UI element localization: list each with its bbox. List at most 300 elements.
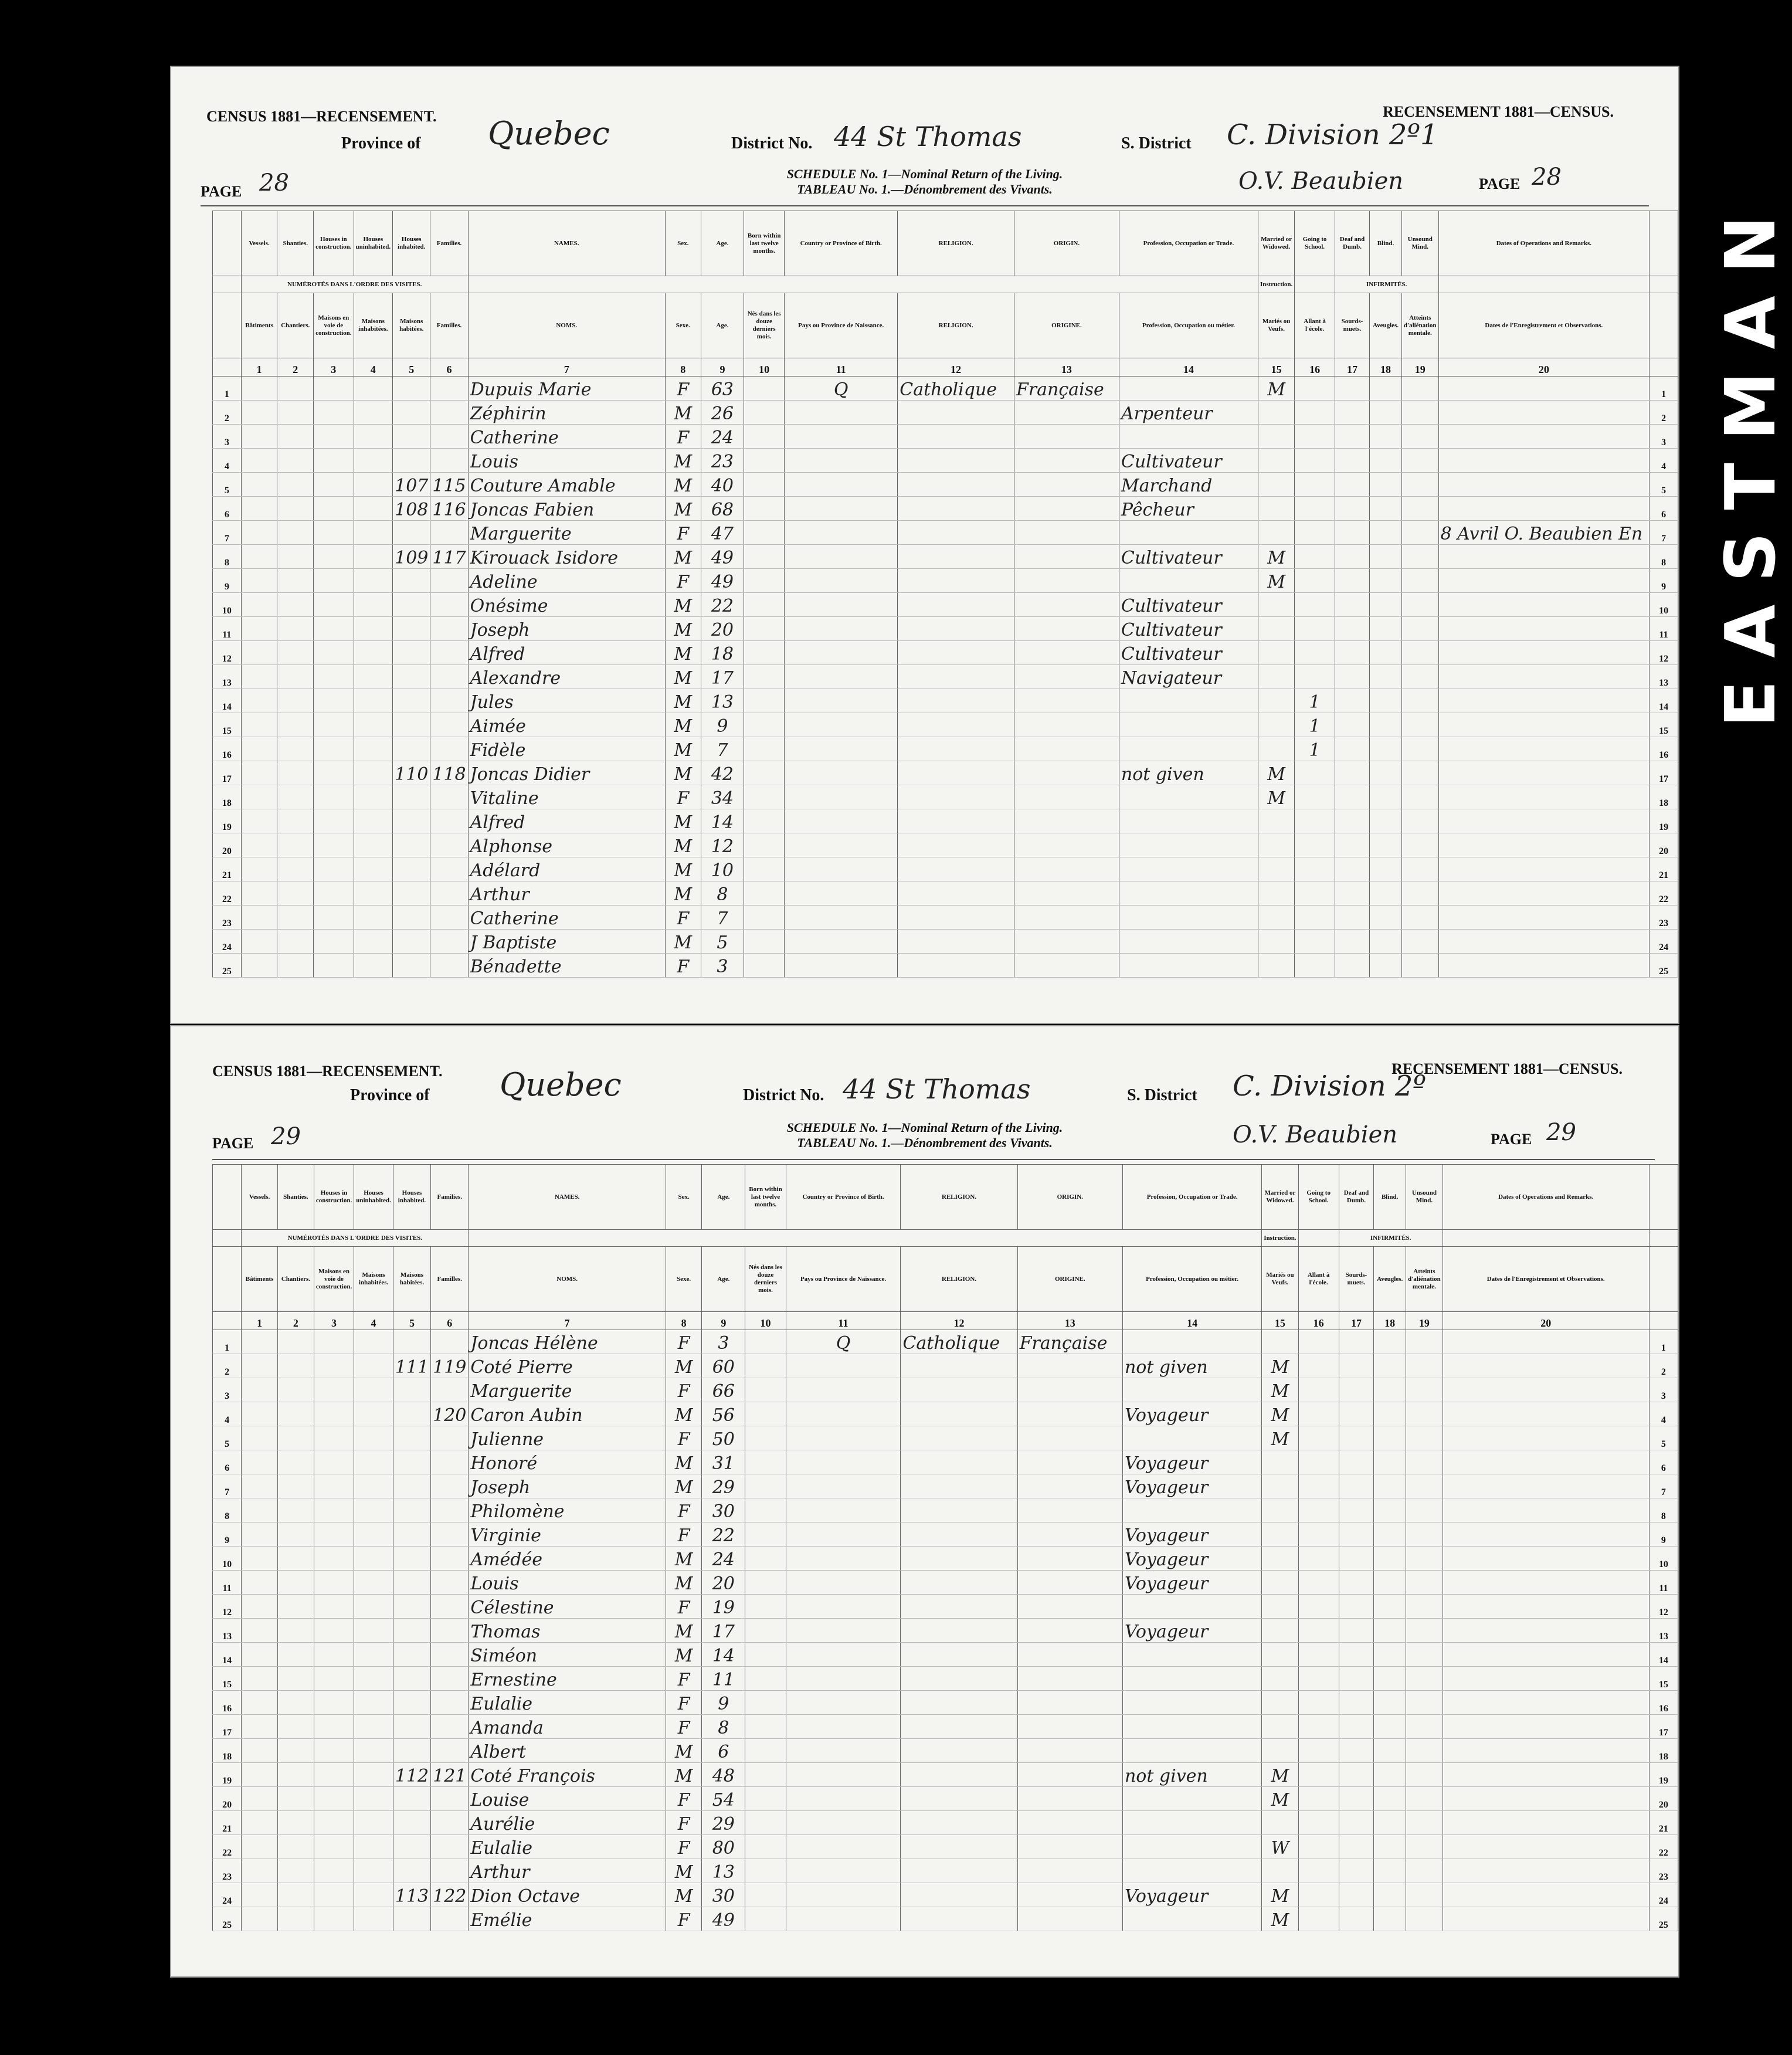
cell-origin xyxy=(1017,1402,1122,1426)
cell-birth xyxy=(785,857,898,881)
cell-age: 11 xyxy=(702,1667,745,1691)
cell-remarks xyxy=(1443,1474,1649,1498)
cell-born xyxy=(745,1378,786,1402)
cell-house: 108 xyxy=(393,497,430,521)
header-en-col-7: NAMES. xyxy=(469,1165,666,1230)
cell-birth xyxy=(786,1402,901,1426)
cell-fam xyxy=(431,1474,469,1498)
cell-col-2 xyxy=(277,545,314,569)
cell-age: 13 xyxy=(701,689,744,713)
cell-remarks xyxy=(1438,833,1650,857)
cell-married xyxy=(1262,1522,1298,1547)
column-number-10: 10 xyxy=(744,358,785,377)
cell-school xyxy=(1295,449,1335,473)
cell-name: Fidèle xyxy=(468,737,665,761)
cell-relig xyxy=(901,1787,1017,1811)
line-number-right: 13 xyxy=(1650,665,1678,689)
table-row xyxy=(213,1859,1678,1883)
cell-age: 60 xyxy=(702,1354,745,1378)
cell-age: 29 xyxy=(702,1474,745,1498)
sdistrict-label: S. District xyxy=(1127,1086,1197,1104)
cell-prof: Voyageur xyxy=(1122,1883,1261,1907)
cell-col-1 xyxy=(241,377,277,401)
cell-col-19 xyxy=(1406,1787,1443,1811)
cell-col-2 xyxy=(277,1378,314,1402)
cell-col-17 xyxy=(1339,1547,1374,1571)
cell-col-18 xyxy=(1374,1354,1406,1378)
cell-name: Joncas Fabien xyxy=(468,497,665,521)
cell-col-19 xyxy=(1406,1402,1443,1426)
cell-fam xyxy=(430,881,468,906)
header-fr-col-13: ORIGINE. xyxy=(1014,293,1119,358)
cell-col-2 xyxy=(277,737,314,761)
cell-age: 7 xyxy=(701,906,744,930)
cell-married: M xyxy=(1262,1883,1298,1907)
line-number-left: 9 xyxy=(213,1522,242,1547)
cell-age: 8 xyxy=(702,1715,745,1739)
cell-house xyxy=(393,1474,430,1498)
cell-age: 54 xyxy=(702,1787,745,1811)
cell-married: W xyxy=(1262,1835,1298,1859)
cell-house xyxy=(393,1595,430,1619)
cell-birth xyxy=(786,1522,901,1547)
cell-col-18 xyxy=(1370,809,1402,833)
cell-prof xyxy=(1122,1498,1261,1522)
line-number-right: 10 xyxy=(1650,593,1678,617)
cell-col-2 xyxy=(277,930,314,954)
line-number-left: 16 xyxy=(213,1691,242,1715)
cell-col-1 xyxy=(242,1595,278,1619)
cell-school xyxy=(1295,857,1335,881)
cell-col-18 xyxy=(1370,593,1402,617)
cell-col-18 xyxy=(1374,1330,1406,1354)
cell-col-19 xyxy=(1406,1378,1443,1402)
cell-col-19 xyxy=(1401,737,1438,761)
cell-prof xyxy=(1119,569,1258,593)
cell-sex: M xyxy=(666,1474,701,1498)
cell-origin xyxy=(1017,1474,1122,1498)
cell-col-1 xyxy=(241,401,277,425)
table-row xyxy=(213,1691,1678,1715)
cell-house xyxy=(393,377,430,401)
cell-born xyxy=(745,1330,786,1354)
cell-sex: M xyxy=(666,1450,701,1474)
cell-col-18 xyxy=(1370,906,1402,930)
table-row xyxy=(213,617,1678,641)
cell-col-3 xyxy=(314,881,354,906)
census-title-right: RECENSEMENT 1881—CENSUS. xyxy=(1383,103,1614,120)
line-number-left: 13 xyxy=(213,665,242,689)
cell-col-18 xyxy=(1370,425,1402,449)
cell-married xyxy=(1258,809,1294,833)
cell-birth xyxy=(785,425,898,449)
cell-relig xyxy=(898,497,1014,521)
cell-col-2 xyxy=(277,954,314,978)
cell-origin xyxy=(1014,713,1119,737)
cell-origin xyxy=(1014,665,1119,689)
cell-remarks xyxy=(1443,1739,1649,1763)
cell-col-1 xyxy=(242,1715,278,1739)
cell-married xyxy=(1258,833,1294,857)
header-en-col-14: Profession, Occupation or Trade. xyxy=(1119,211,1258,276)
cell-origin xyxy=(1017,1498,1122,1522)
cell-origin xyxy=(1014,833,1119,857)
cell-sex: F xyxy=(666,1835,701,1859)
line-number-left: 23 xyxy=(213,1859,242,1883)
cell-married xyxy=(1262,1595,1298,1619)
cell-birth xyxy=(786,1595,901,1619)
cell-married: M xyxy=(1258,785,1294,809)
cell-col-19 xyxy=(1406,1450,1443,1474)
cell-born xyxy=(745,1474,786,1498)
cell-age: 23 xyxy=(701,449,744,473)
cell-birth xyxy=(785,449,898,473)
table-row xyxy=(213,665,1678,689)
cell-col-3 xyxy=(314,930,354,954)
header-fr-col-12: RELIGION. xyxy=(901,1247,1017,1312)
cell-col-1 xyxy=(242,1811,278,1835)
cell-relig xyxy=(901,1811,1017,1835)
cell-fam xyxy=(430,954,468,978)
cell-married xyxy=(1258,954,1294,978)
cell-origin xyxy=(1014,857,1119,881)
column-number-20: 20 xyxy=(1443,1312,1649,1330)
cell-col-19 xyxy=(1406,1715,1443,1739)
cell-birth xyxy=(785,665,898,689)
table-row xyxy=(213,785,1678,809)
line-number-right: 5 xyxy=(1650,473,1678,497)
cell-born xyxy=(745,1739,786,1763)
cell-school xyxy=(1295,377,1335,401)
cell-col-18 xyxy=(1370,545,1402,569)
line-number-left: 2 xyxy=(213,401,242,425)
cell-school xyxy=(1295,401,1335,425)
cell-origin xyxy=(1014,930,1119,954)
cell-relig xyxy=(901,1426,1017,1450)
cell-remarks xyxy=(1443,1859,1649,1883)
cell-name: Coté François xyxy=(469,1763,666,1787)
header-en-col-6: Families. xyxy=(431,1165,469,1230)
cell-age: 30 xyxy=(702,1883,745,1907)
cell-born xyxy=(744,857,785,881)
table-row xyxy=(213,906,1678,930)
cell-fam xyxy=(431,1691,469,1715)
header-en-col-1: Vessels. xyxy=(241,211,277,276)
cell-fam xyxy=(431,1739,469,1763)
header-en-col-15: Married or Widowed. xyxy=(1258,211,1294,276)
table-row xyxy=(213,1330,1678,1354)
cell-relig xyxy=(898,737,1014,761)
cell-prof xyxy=(1122,1330,1261,1354)
cell-name: Joncas Didier xyxy=(468,761,665,785)
cell-prof xyxy=(1122,1691,1261,1715)
cell-prof xyxy=(1122,1907,1261,1931)
cell-prof xyxy=(1122,1811,1261,1835)
cell-school xyxy=(1298,1643,1339,1667)
cell-fam xyxy=(430,665,468,689)
cell-married xyxy=(1262,1547,1298,1571)
cell-name: Zéphirin xyxy=(468,401,665,425)
line-number-left: 13 xyxy=(213,1619,242,1643)
cell-name: Aurélie xyxy=(469,1811,666,1835)
cell-married xyxy=(1262,1739,1298,1763)
cell-col-3 xyxy=(314,593,354,617)
cell-sex: M xyxy=(666,1883,701,1907)
cell-born xyxy=(744,473,785,497)
cell-col-4 xyxy=(354,761,393,785)
cell-col-1 xyxy=(241,545,277,569)
group-spacer xyxy=(1295,276,1335,293)
cell-born xyxy=(745,1859,786,1883)
cell-col-18 xyxy=(1374,1835,1406,1859)
cell-col-1 xyxy=(241,809,277,833)
census-page-28 xyxy=(170,66,1679,1024)
cell-col-4 xyxy=(354,1883,393,1907)
line-number-right: 7 xyxy=(1650,521,1678,545)
cell-fam: 115 xyxy=(430,473,468,497)
cell-remarks xyxy=(1438,641,1650,665)
column-number-18: 18 xyxy=(1374,1312,1406,1330)
instruction-header-fr: Instruction. xyxy=(1258,276,1294,293)
line-number-left: 21 xyxy=(213,857,242,881)
cell-col-19 xyxy=(1401,906,1438,930)
cell-name: Louis xyxy=(469,1571,666,1595)
cell-prof: Voyageur xyxy=(1122,1571,1261,1595)
table-row xyxy=(213,1571,1678,1595)
line-number-right: 1 xyxy=(1649,1330,1678,1354)
cell-age: 8 xyxy=(701,881,744,906)
cell-fam: 116 xyxy=(430,497,468,521)
cell-born xyxy=(744,906,785,930)
cell-col-1 xyxy=(242,1354,278,1378)
cell-name: Alexandre xyxy=(468,665,665,689)
cell-col-4 xyxy=(354,1715,393,1739)
cell-col-3 xyxy=(314,449,354,473)
cell-col-18 xyxy=(1374,1763,1406,1787)
cell-birth xyxy=(785,954,898,978)
cell-house xyxy=(393,1498,430,1522)
cell-born xyxy=(744,833,785,857)
line-number-right: 13 xyxy=(1649,1619,1678,1643)
cell-house xyxy=(393,1739,430,1763)
header-fr-col-9: Age. xyxy=(701,293,744,358)
cell-col-1 xyxy=(241,881,277,906)
cell-married: M xyxy=(1258,377,1294,401)
cell-name: Julienne xyxy=(469,1426,666,1450)
cell-remarks xyxy=(1438,881,1650,906)
cell-birth xyxy=(786,1498,901,1522)
line-number-right: 7 xyxy=(1649,1474,1678,1498)
cell-name: Marguerite xyxy=(468,521,665,545)
cell-relig xyxy=(898,761,1014,785)
line-number-left: 18 xyxy=(213,785,242,809)
header-fr-col-20: Dates de l'Enregistrement et Observations. xyxy=(1438,293,1650,358)
cell-col-1 xyxy=(242,1547,278,1571)
line-number-right: 14 xyxy=(1649,1643,1678,1667)
cell-name: Marguerite xyxy=(469,1378,666,1402)
gutter-cell xyxy=(213,293,242,358)
cell-house xyxy=(393,1787,430,1811)
cell-relig xyxy=(901,1402,1017,1426)
cell-house xyxy=(393,713,430,737)
column-number-3: 3 xyxy=(314,1312,354,1330)
cell-col-19 xyxy=(1401,713,1438,737)
cell-col-1 xyxy=(241,497,277,521)
cell-age: 30 xyxy=(702,1498,745,1522)
line-number-left: 1 xyxy=(213,377,242,401)
cell-born xyxy=(745,1835,786,1859)
cell-col-2 xyxy=(277,713,314,737)
cell-prof: Voyageur xyxy=(1122,1474,1261,1498)
cell-prof: Pêcheur xyxy=(1119,497,1258,521)
cell-fam xyxy=(431,1811,469,1835)
cell-origin xyxy=(1017,1883,1122,1907)
cell-origin xyxy=(1014,761,1119,785)
cell-age: 47 xyxy=(701,521,744,545)
cell-born xyxy=(744,449,785,473)
page-label: PAGE xyxy=(212,1135,254,1152)
cell-name: Dupuis Marie xyxy=(468,377,665,401)
cell-age: 49 xyxy=(701,569,744,593)
cell-col-17 xyxy=(1339,1498,1374,1522)
cell-age: 22 xyxy=(701,593,744,617)
table-row xyxy=(213,833,1678,857)
cell-col-4 xyxy=(354,545,393,569)
cell-age: 31 xyxy=(702,1450,745,1474)
table-row xyxy=(213,425,1678,449)
page-number-left: 28 xyxy=(259,169,289,196)
cell-married: M xyxy=(1258,761,1294,785)
cell-col-3 xyxy=(314,857,354,881)
cell-relig xyxy=(901,1883,1017,1907)
cell-school xyxy=(1295,906,1335,930)
cell-col-4 xyxy=(354,1763,393,1787)
cell-col-17 xyxy=(1339,1643,1374,1667)
cell-age: 13 xyxy=(702,1859,745,1883)
cell-remarks xyxy=(1438,689,1650,713)
cell-col-19 xyxy=(1406,1330,1443,1354)
cell-fam: 117 xyxy=(430,545,468,569)
cell-col-17 xyxy=(1339,1883,1374,1907)
cell-relig xyxy=(898,809,1014,833)
cell-born xyxy=(745,1883,786,1907)
header-fr-col-8: Sexe. xyxy=(666,1247,701,1312)
cell-birth xyxy=(785,497,898,521)
header-en-col-18: Blind. xyxy=(1374,1165,1406,1230)
cell-married xyxy=(1258,521,1294,545)
cell-remarks xyxy=(1438,401,1650,425)
cell-birth xyxy=(786,1354,901,1378)
cell-col-2 xyxy=(277,906,314,930)
cell-col-17 xyxy=(1335,857,1369,881)
cell-col-19 xyxy=(1406,1667,1443,1691)
cell-col-18 xyxy=(1374,1571,1406,1595)
cell-col-19 xyxy=(1406,1835,1443,1859)
cell-age: 3 xyxy=(702,1330,745,1354)
line-number-left: 18 xyxy=(213,1739,242,1763)
cell-sex: F xyxy=(665,954,701,978)
cell-origin xyxy=(1017,1354,1122,1378)
cell-house xyxy=(393,737,430,761)
column-number-11: 11 xyxy=(786,1312,901,1330)
header-fr-col-2: Chantiers. xyxy=(277,293,314,358)
cell-col-3 xyxy=(314,1667,354,1691)
cell-col-17 xyxy=(1335,737,1369,761)
header-fr-col-19: Atteints d'aliénation mentale. xyxy=(1401,293,1438,358)
cell-house: 107 xyxy=(393,473,430,497)
column-number-5: 5 xyxy=(393,1312,430,1330)
cell-name: Joseph xyxy=(468,617,665,641)
header-fr-col-10: Nés dans les douze derniers mois. xyxy=(744,293,785,358)
cell-col-2 xyxy=(277,1859,314,1883)
table-row xyxy=(213,593,1678,617)
cell-col-17 xyxy=(1335,401,1369,425)
cell-col-18 xyxy=(1370,737,1402,761)
cell-col-4 xyxy=(354,497,393,521)
cell-col-3 xyxy=(314,1883,354,1907)
cell-birth xyxy=(785,737,898,761)
cell-married xyxy=(1258,497,1294,521)
cell-name: Alfred xyxy=(468,641,665,665)
cell-col-2 xyxy=(277,1811,314,1835)
cell-col-2 xyxy=(277,1547,314,1571)
cell-col-4 xyxy=(354,1643,393,1667)
table-row xyxy=(213,1763,1678,1787)
cell-col-1 xyxy=(242,1571,278,1595)
cell-remarks xyxy=(1443,1378,1649,1402)
header-fr-col-16: Allant à l'école. xyxy=(1298,1247,1339,1312)
line-number-left: 8 xyxy=(213,1498,242,1522)
cell-married: M xyxy=(1262,1426,1298,1450)
cell-col-19 xyxy=(1401,401,1438,425)
cell-fam xyxy=(431,1498,469,1522)
cell-remarks xyxy=(1443,1547,1649,1571)
cell-relig xyxy=(898,713,1014,737)
line-number-left: 9 xyxy=(213,569,242,593)
cell-prof xyxy=(1119,521,1258,545)
cell-born xyxy=(745,1619,786,1643)
line-number-left: 4 xyxy=(213,1402,242,1426)
line-number-right: 2 xyxy=(1650,401,1678,425)
cell-house xyxy=(393,1450,430,1474)
census-title-left: CENSUS 1881—RECENSEMENT. xyxy=(212,1063,443,1080)
column-number-17: 17 xyxy=(1335,358,1369,377)
header-en-col-1: Vessels. xyxy=(242,1165,278,1230)
cell-remarks xyxy=(1438,545,1650,569)
cell-col-4 xyxy=(354,689,393,713)
header-en-col-11: Country or Province of Birth. xyxy=(785,211,898,276)
cell-col-4 xyxy=(354,1835,393,1859)
header-rule xyxy=(201,205,1649,206)
cell-col-18 xyxy=(1374,1426,1406,1450)
cell-col-1 xyxy=(241,449,277,473)
cell-remarks xyxy=(1438,954,1650,978)
column-number-15: 15 xyxy=(1258,358,1294,377)
cell-birth xyxy=(785,881,898,906)
line-number-right: 8 xyxy=(1649,1498,1678,1522)
cell-col-3 xyxy=(314,1715,354,1739)
header-en-col-5: Houses inhabited. xyxy=(393,211,430,276)
line-number-right: 15 xyxy=(1649,1667,1678,1691)
line-number-right: 1 xyxy=(1650,377,1678,401)
gutter-cell xyxy=(1650,358,1678,377)
cell-sex: F xyxy=(666,1426,701,1450)
cell-birth xyxy=(785,545,898,569)
cell-born xyxy=(744,809,785,833)
cell-col-17 xyxy=(1335,473,1369,497)
cell-prof xyxy=(1119,857,1258,881)
cell-born xyxy=(744,521,785,545)
